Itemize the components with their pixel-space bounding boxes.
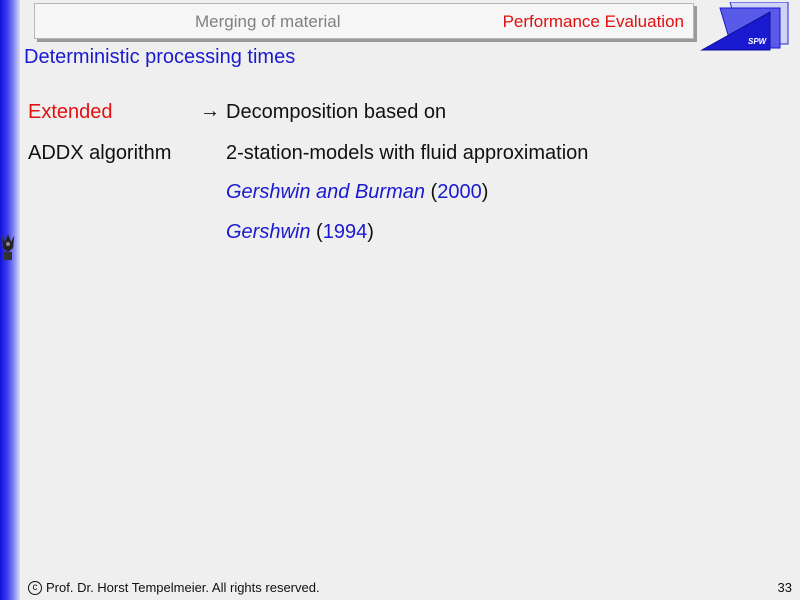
reference-year: 1994 [322,221,368,243]
spw-logo-icon [700,2,790,54]
page-number: 33 [777,580,792,595]
logo-text: SPW [748,37,767,46]
line-two-station-models: 2-station-models with fluid approximation [226,142,589,164]
slide-title: Deterministic processing times [24,46,296,68]
reference-year: 2000 [437,181,482,203]
course-title: Performance Evaluation [502,12,684,31]
reference-authors: Gershwin [226,221,311,243]
reference-paren-open: ( [310,221,323,243]
reference-paren-close: ) [367,221,374,243]
label-addx-algorithm: ADDX algorithm [28,142,172,164]
reference-paren-open: ( [424,181,438,203]
header-bar [34,3,694,39]
reference-authors: Gershwin and Burman [226,181,425,203]
reference-gershwin-burman [226,180,488,204]
reference-gershwin [226,220,374,244]
left-gradient-bar [0,0,20,600]
right-arrow-icon: → [200,100,220,122]
university-emblem-icon [0,230,16,264]
copyright-icon: c [28,581,42,595]
section-title: Merging of material [195,12,341,31]
reference-paren-close: ) [481,181,489,203]
label-extended: Extended [28,101,113,123]
line-decomposition: Decomposition based on [226,101,447,123]
footer-copyright [28,580,320,595]
copyright-text: Prof. Dr. Horst Tempelmeier. All rights reserved. [46,580,320,595]
